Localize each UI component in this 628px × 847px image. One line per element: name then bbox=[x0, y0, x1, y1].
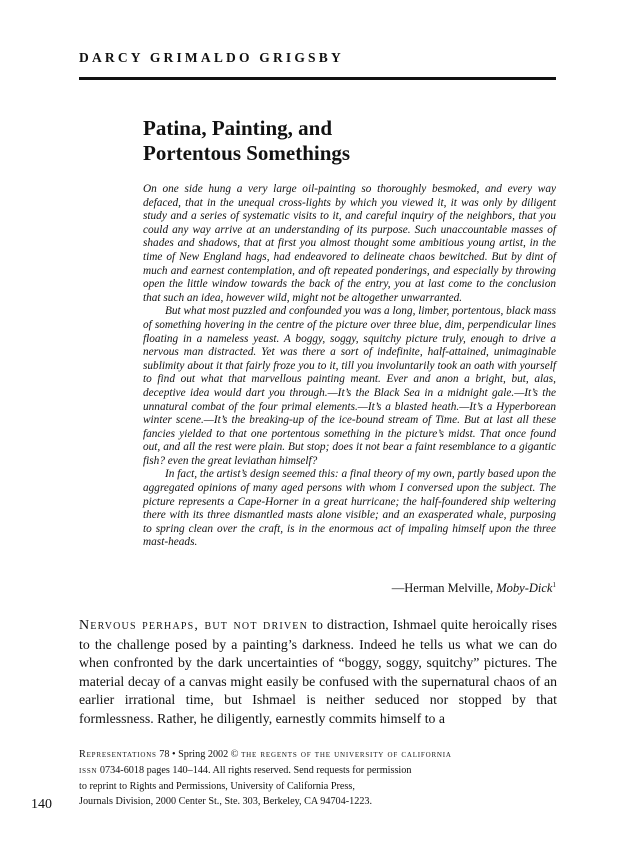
header-rule bbox=[79, 77, 556, 80]
body-text: to distraction, Ishmael quite heroically rises to the challenge posed by a painting’s darkness. Indeed he tells us what we can do when confronted by the dark uncertainties of “boggy, soggy, squitchy” pictures. The material decay of a canvas might easily be confused with the supernatural chaos of an earlier irrational time, but Ishmael is neither seduced nor stopped by that formlessness. Rather, he diligently, earnestly commits himself to a bbox=[79, 617, 557, 726]
epigraph-paragraph-2: But what most puzzled and confounded you was a long, limber, portentous, black mass of something hovering in the centre of the picture over three blue, dim, perpendicular lines floating in a nameless yeast. A boggy, soggy, squitchy picture truly, enough to drive a nervous man distracted. Yet was there a sort of indefinite, half-attained, unimaginable sublimity about it that fairly froze you to it, till you involuntarily took an oath with yourself to find out what that marvellous painting meant. Ever and anon a bright, but, alas, deceptive idea would dart you through.—It’s the Black Sea in a midnight gale.—It’s the unnatural combat of the four primal elements.—It’s a blasted heath.—It’s a Hyperborean winter scene.—It’s the breaking-up of the ice-bound stream of Time. But at last all these fancies yielded to that one portentous something in the picture’s midst. That once found out, and all the rest were plain. But stop; does it not bear a faint resemblance to a gigantic fish? even the great leviathan himself? bbox=[143, 305, 556, 467]
running-head: DARCY GRIMALDO GRIGSBY bbox=[79, 50, 344, 65]
body-paragraph bbox=[79, 616, 557, 728]
journal-name: Representations bbox=[79, 749, 157, 760]
footer-line-4: Journals Division, 2000 Center St., Ste. 303, Berkeley, CA 94704-1223. bbox=[79, 796, 373, 808]
epigraph bbox=[143, 183, 556, 550]
title-line-1: Patina, Painting, and bbox=[143, 116, 333, 140]
publication-footer bbox=[79, 747, 559, 810]
footer-line-3: to reprint to Rights and Permissions, University of California Press, bbox=[79, 780, 355, 792]
page-number: 140 bbox=[31, 797, 52, 812]
copyright-holder: the regents of the university of california bbox=[241, 749, 452, 760]
footer-line-1 bbox=[79, 747, 559, 763]
issn-label: issn bbox=[79, 764, 98, 776]
footer-line-2 bbox=[79, 763, 559, 779]
issn-info: 0734-6018 pages 140–144. All rights reserved. Send requests for permission bbox=[97, 764, 412, 776]
attribution-work: Moby-Dick bbox=[496, 581, 553, 596]
epigraph-paragraph-3: In fact, the artist’s design seemed this: a final theory of my own, partly based upon the aggregated opinions of many aged persons with whom I conversed upon the subject. The picture represents a Cape-Horner in a great hurricane; the half-foundered ship weltering there with its three dismantled masts alone visible; and an exasperated whale, purposing to spring clean over the craft, is in the enormous act of impaling himself upon the three mast-heads. bbox=[143, 468, 556, 549]
attribution-author: —Herman Melville, bbox=[391, 581, 497, 596]
article-title bbox=[143, 116, 563, 166]
title-line-2: Portentous Somethings bbox=[143, 141, 351, 165]
epigraph-attribution bbox=[143, 578, 556, 596]
epigraph-paragraph-1: On one side hung a very large oil-painting so thoroughly besmoked, and every way defaced, that in the unequal cross-lights by which you viewed it, it was only by diligent study and a series of systematic visits to it, and careful inquiry of the neighbors, that you could any way arrive at an understanding of its purpose. Such unaccountable masses of shades and shadows, that at first you almost thought some ambitious young artist, in the time of New England hags, had endeavored to delineate chaos bewitched. But by dint of much and earnest contemplation, and oft repeated ponderings, and especially by throwing open the little window towards the back of the entry, you at last come to the conclusion that such an idea, however wild, might not be altogether unwarranted. bbox=[143, 183, 556, 304]
body-lead-in: Nervous perhaps, but not driven bbox=[79, 618, 309, 633]
footnote-marker: 1 bbox=[552, 581, 556, 589]
issue-info: 78 • Spring 2002 © bbox=[156, 749, 242, 760]
